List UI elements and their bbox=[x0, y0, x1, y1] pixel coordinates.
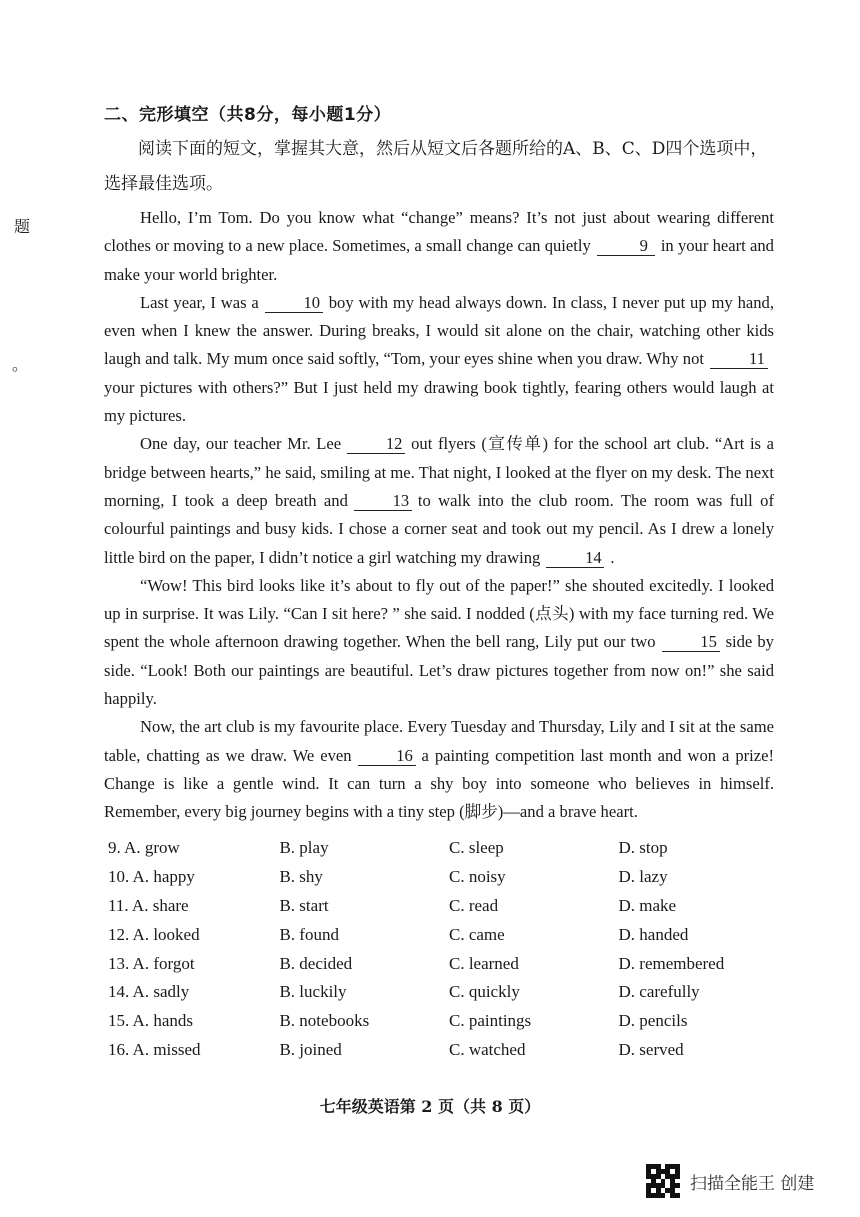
option-c: C. paintings bbox=[448, 1011, 532, 1031]
option-c: C. sleep bbox=[448, 838, 504, 858]
paragraph-1 bbox=[104, 204, 774, 289]
option-d: D. handed bbox=[618, 924, 689, 944]
option-b: B. luckily bbox=[279, 982, 347, 1002]
question-row-15 bbox=[108, 1007, 788, 1036]
question-row-10 bbox=[108, 863, 788, 892]
option-b: B. joined bbox=[279, 1039, 342, 1059]
option-c: C. quickly bbox=[448, 982, 520, 1002]
blank-9: 9 bbox=[597, 237, 655, 256]
option-d: D. remembered bbox=[618, 953, 725, 973]
option-a: 16. A. missed bbox=[108, 1039, 201, 1059]
question-row-14 bbox=[108, 978, 788, 1007]
blank-15: 15 bbox=[662, 633, 720, 652]
passage-text: Last year, I was a bbox=[140, 292, 259, 312]
paragraph-2 bbox=[104, 289, 774, 430]
passage-text: your pictures with others?” But I just held my drawing book tightly, fearing others would laugh at my pictures. bbox=[104, 377, 774, 426]
blank-16: 16 bbox=[358, 747, 416, 766]
option-a: 11. A. share bbox=[108, 895, 189, 915]
passage-text: Now, the art club is my favourite place. Every Tuesday and Thursday, Lily and I sit at the same table, chatting as we draw. We even bbox=[104, 717, 774, 765]
option-d: D. pencils bbox=[618, 1011, 688, 1031]
blank-12: 12 bbox=[347, 435, 405, 454]
passage-text: in your heart and make your world brighter. bbox=[104, 236, 774, 284]
option-c: C. learned bbox=[448, 953, 519, 973]
section-instructions: 阅读下面的短文，掌握其大意，然后从短文后各题所给的A、B、C、D四个选项中，选择最佳选项。 bbox=[104, 139, 768, 194]
question-row-11 bbox=[108, 892, 788, 921]
question-row-9 bbox=[108, 834, 788, 863]
answer-options bbox=[108, 834, 788, 1064]
option-a: 12. A. looked bbox=[108, 924, 200, 944]
option-b: B. play bbox=[279, 838, 329, 858]
option-d: D. lazy bbox=[618, 867, 668, 887]
option-b: B. notebooks bbox=[279, 1011, 370, 1031]
paragraph-5 bbox=[104, 713, 774, 826]
paragraph-3 bbox=[104, 430, 774, 571]
paragraph-4 bbox=[104, 572, 774, 713]
option-a: 15. A. hands bbox=[108, 1011, 193, 1031]
option-d: D. stop bbox=[618, 838, 668, 858]
passage-text: . bbox=[610, 547, 615, 567]
option-b: B. shy bbox=[279, 867, 323, 887]
passage-text: to walk into the club room. The room was full of colourful paintings and busy kids. I chose a corner seat and took out my pencil. As I drew a lonely little bird on the paper, I didn’t notice a girl watching my drawing bbox=[104, 490, 774, 567]
option-b: B. found bbox=[279, 924, 339, 944]
section-title: 二、完形填空（共8分，每小题1分） bbox=[104, 105, 392, 125]
option-c: C. watched bbox=[448, 1039, 526, 1059]
qr-code-icon bbox=[646, 1164, 680, 1198]
blank-13: 13 bbox=[354, 492, 412, 511]
blank-10: 10 bbox=[265, 294, 323, 313]
passage-text: boy with my head always down. In class, I never put up my hand, even when I knew the answer. During breaks, I would sit alone on the chair, watching other kids laugh and talk. My mum once said softly, “Tom, your eyes shine when you draw. Why not bbox=[104, 292, 774, 369]
option-d: D. served bbox=[618, 1039, 684, 1059]
passage-text: side by side. “Look! Both our paintings are beautiful. Let’s draw pictures together from now on!” she said happily. bbox=[104, 632, 774, 709]
passage-text: a painting competition last month and won a prize! Change is like a gentle wind. It can turn a shy boy into someone who believes in himself. Remember, every big journey begins with a tiny step (脚步)—and a brave heart. bbox=[104, 745, 775, 822]
scanner-watermark bbox=[646, 1163, 814, 1199]
option-d: D. carefully bbox=[618, 982, 700, 1002]
margin-mark-mid: 。 bbox=[12, 355, 29, 374]
option-c: C. noisy bbox=[448, 867, 506, 887]
option-c: C. read bbox=[448, 895, 499, 915]
option-b: B. decided bbox=[279, 953, 353, 973]
passage-text: out flyers (宣传单) for the school art club. “Art is a bridge between hearts,” he said, smiling at me. That night, I looked at the flyer on my desk. The next morning, I took a deep breath and bbox=[104, 434, 774, 510]
watermark-text: 扫描全能王 创建 bbox=[690, 1173, 815, 1194]
passage-text: “Wow! This bird looks like it’s about to fly out of the paper!” she shouted excitedly. I looked up in surprise. It was Lily. “Can I sit here? ” she said. I nodded (点头) with my face turning red. We spent the whole afternoon drawing together. When the bell rang, Lily put our two bbox=[104, 575, 774, 652]
passage-text: One day, our teacher Mr. Lee bbox=[140, 434, 342, 454]
blank-11: 11 bbox=[710, 350, 768, 369]
question-row-13 bbox=[108, 949, 788, 978]
question-row-12 bbox=[108, 920, 788, 949]
option-a: 9. A. grow bbox=[108, 838, 180, 858]
passage-text: Hello, I’m Tom. Do you know what “change” means? It’s not just about wearing different clothes or moving to a new place. Sometimes, a small change can quietly bbox=[104, 208, 774, 256]
blank-14: 14 bbox=[546, 549, 604, 568]
option-c: C. came bbox=[448, 924, 505, 944]
option-a: 13. A. forgot bbox=[108, 953, 195, 973]
page-footer: 七年级英语第 2 页（共 8 页） bbox=[319, 1097, 541, 1116]
margin-mark-top: 题 bbox=[14, 217, 31, 236]
option-b: B. start bbox=[279, 895, 329, 915]
question-row-16 bbox=[108, 1036, 788, 1065]
cloze-passage bbox=[104, 204, 774, 827]
option-a: 14. A. sadly bbox=[108, 982, 190, 1002]
option-d: D. make bbox=[618, 895, 677, 915]
option-a: 10. A. happy bbox=[108, 867, 195, 887]
